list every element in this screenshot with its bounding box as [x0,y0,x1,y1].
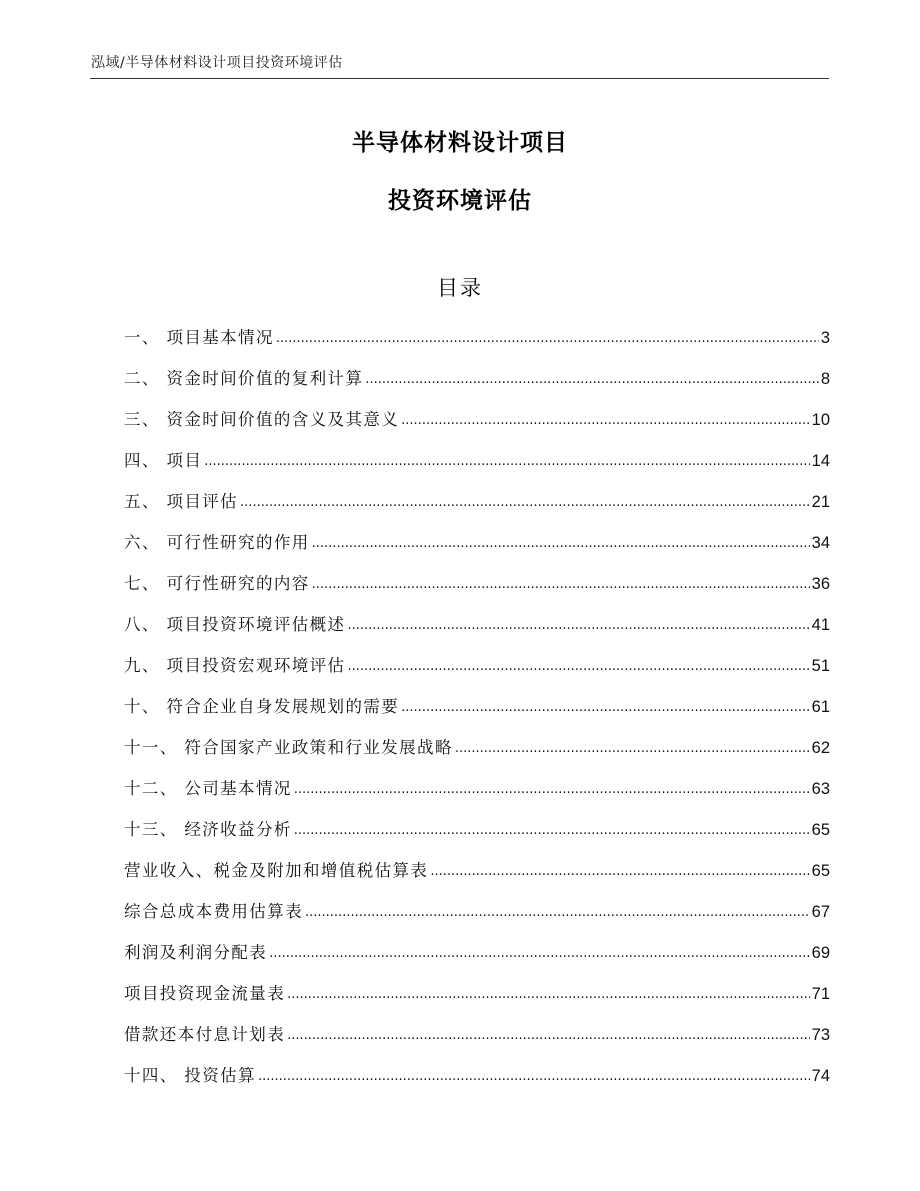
toc-entry-title: 七、 可行性研究的内容 [124,574,310,593]
toc-entry-title: 十四、 投资估算 [124,1066,256,1085]
toc-entry-title: 六、 可行性研究的作用 [124,533,310,552]
toc-entry-title: 三、 资金时间价值的含义及其意义 [124,410,400,429]
toc-leader-dots [312,523,810,564]
toc-entry-page: 3 [820,329,830,347]
toc-entry[interactable] [124,686,830,727]
running-header: 泓域/半导体材料设计项目投资环境评估 [91,55,343,71]
toc-entry[interactable] [124,563,830,604]
toc-entry[interactable] [124,440,830,481]
toc-entry[interactable] [124,1014,830,1055]
toc-entry-title: 营业收入、税金及附加和增值税估算表 [124,861,429,880]
table-of-contents [124,317,830,1096]
toc-heading: 目录 [437,276,483,300]
header-divider [90,78,829,79]
toc-entry-page: 36 [811,575,830,593]
toc-entry-title: 十、 符合企业自身发展规划的需要 [124,697,400,716]
toc-entry-title: 一、 项目基本情况 [124,328,274,347]
toc-entry-title: 十一、 符合国家产业政策和行业发展战略 [124,738,453,757]
toc-entry-page: 21 [811,493,830,511]
toc-entry-page: 41 [811,616,830,634]
toc-entry[interactable] [124,932,830,973]
toc-leader-dots [287,1015,810,1056]
toc-entry[interactable] [124,317,830,358]
toc-entry[interactable] [124,727,830,768]
toc-leader-dots [401,400,809,441]
toc-entry-page: 67 [811,903,830,921]
toc-entry[interactable] [124,768,830,809]
toc-entry-title: 九、 项目投资宏观环境评估 [124,656,346,675]
toc-entry-title: 十二、 公司基本情况 [124,779,292,798]
toc-leader-dots [294,810,810,851]
toc-entry-page: 65 [811,862,830,880]
toc-entry-page: 8 [820,370,830,388]
toc-entry-page: 51 [811,657,830,675]
toc-entry-title: 五、 项目评估 [124,492,239,511]
toc-leader-dots [294,769,810,810]
toc-entry[interactable] [124,850,830,891]
toc-entry[interactable] [124,809,830,850]
toc-entry-page: 61 [811,698,830,716]
toc-entry[interactable] [124,399,830,440]
toc-entry-page: 62 [811,739,830,757]
toc-leader-dots [269,933,809,974]
toc-entry-title: 八、 项目投资环境评估概述 [124,615,346,634]
toc-entry[interactable] [124,1055,830,1096]
toc-entry-page: 69 [811,944,830,962]
toc-entry-page: 65 [811,821,830,839]
toc-entry-title: 借款还本付息计划表 [124,1025,286,1044]
toc-entry-page: 71 [811,985,830,1003]
toc-entry[interactable] [124,645,830,686]
toc-leader-dots [312,564,810,605]
toc-leader-dots [347,646,809,687]
toc-leader-dots [401,687,809,728]
toc-entry-page: 14 [811,452,830,470]
toc-entry-title: 十三、 经济收益分析 [124,820,292,839]
toc-leader-dots [455,728,810,769]
toc-entry-page: 34 [811,534,830,552]
toc-leader-dots [258,1056,810,1097]
toc-entry-page: 10 [811,411,830,429]
toc-entry[interactable] [124,891,830,932]
toc-leader-dots [204,441,809,482]
toc-leader-dots [430,851,809,892]
toc-entry-title: 四、 项目 [124,451,203,470]
toc-entry[interactable] [124,604,830,645]
document-title-line-2: 投资环境评估 [388,188,532,214]
toc-entry-page: 73 [811,1026,830,1044]
toc-entry-title: 项目投资现金流量表 [124,984,286,1003]
toc-leader-dots [276,318,819,359]
toc-entry-title: 综合总成本费用估算表 [124,902,303,921]
toc-leader-dots [365,359,818,400]
toc-entry[interactable] [124,522,830,563]
toc-leader-dots [240,482,810,523]
toc-leader-dots [347,605,809,646]
toc-entry-title: 二、 资金时间价值的复利计算 [124,369,364,388]
toc-leader-dots [305,892,810,933]
toc-entry[interactable] [124,481,830,522]
toc-entry[interactable] [124,358,830,399]
document-title-line-1: 半导体材料设计项目 [352,130,568,156]
toc-entry[interactable] [124,973,830,1014]
toc-leader-dots [287,974,810,1015]
toc-entry-title: 利润及利润分配表 [124,943,268,962]
toc-entry-page: 74 [811,1067,830,1085]
toc-entry-page: 63 [811,780,830,798]
